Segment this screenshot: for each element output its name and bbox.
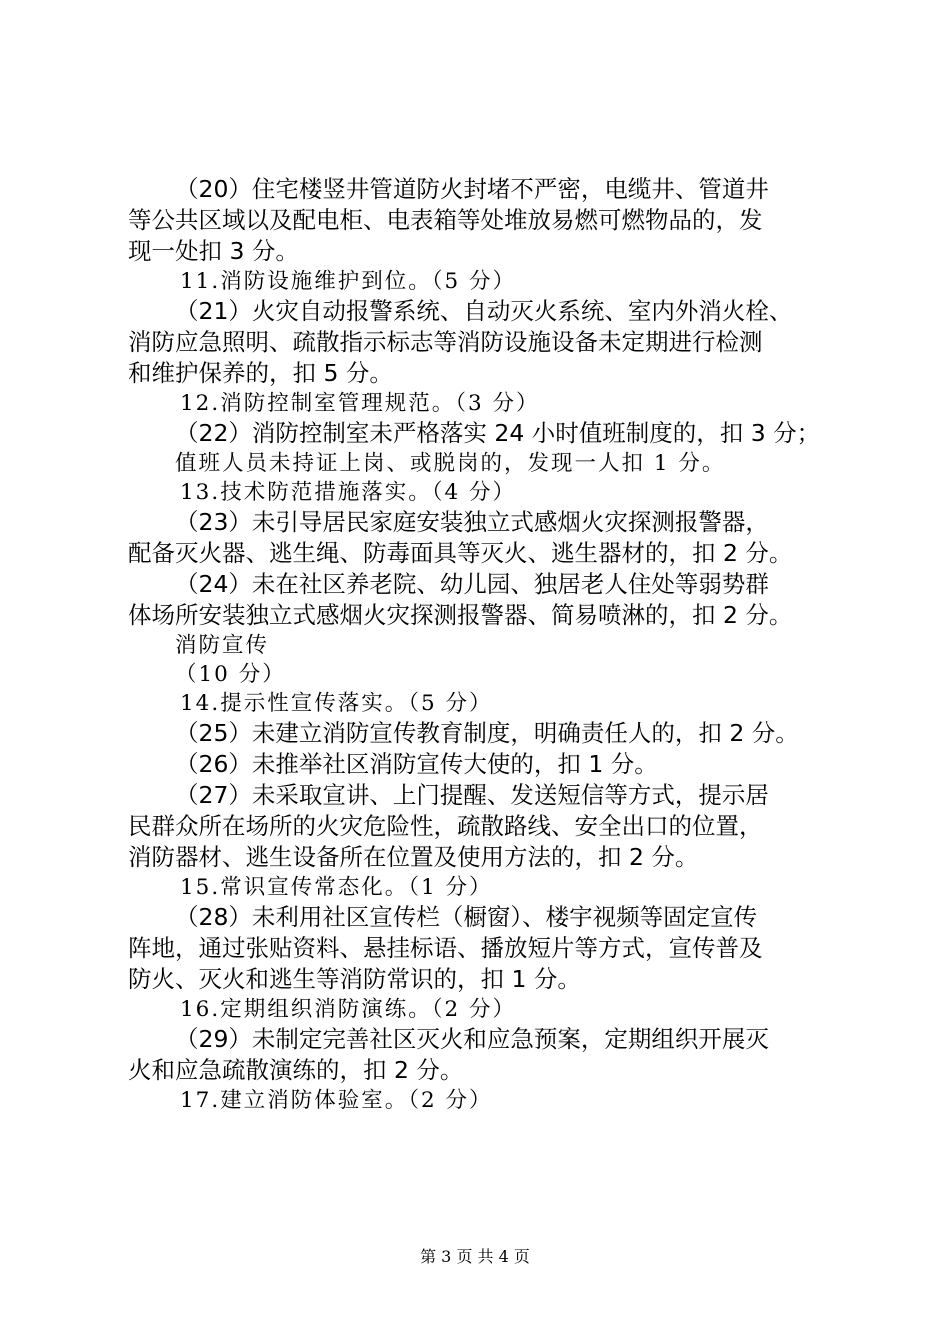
text-line: （28）未利用社区宣传栏（橱窗）、楼宇视频等固定宣传	[175, 903, 758, 931]
text-line: 值班人员未持证上岗、或脱岗的，发现一人扣 1 分。	[175, 451, 726, 476]
text-line: （24）未在社区养老院、幼儿园、独居老人住处等弱势群	[175, 570, 769, 598]
text-line: （10 分）	[175, 662, 286, 687]
text-line: 和维护保养的，扣 5 分。	[128, 359, 393, 387]
document-body	[128, 174, 848, 1115]
text-line: 消防器材、逃生设备所在位置及使用方法的，扣 2 分。	[128, 843, 699, 871]
text-line: 配备灭火器、逃生绳、防毒面具等灭火、逃生器材的，扣 2 分。	[128, 539, 793, 567]
text-line: 12.消防控制室管理规范。（3 分）	[180, 391, 540, 416]
text-line: （21）火灾自动报警系统、自动灭火系统、室内外消火栓、	[175, 297, 793, 325]
text-line: 防火、灭火和逃生等消防常识的，扣 1 分。	[128, 965, 581, 993]
text-line: 民群众所在场所的火灾危险性，疏散路线、安全出口的位置，	[128, 812, 763, 840]
text-line: 火和应急疏散演练的，扣 2 分。	[128, 1056, 464, 1084]
text-line: （23）未引导居民家庭安装独立式感烟火灾探测报警器，	[175, 508, 769, 536]
page-footer	[0, 1244, 950, 1267]
page-number: 第 3 页 共 4 页	[420, 1247, 530, 1266]
text-line: （22）消防控制室未严格落实 24 小时值班制度的，扣 3 分；	[175, 419, 821, 447]
text-line: 15.常识宣传常态化。（1 分）	[180, 875, 493, 900]
text-line: 体场所安装独立式感烟火灾探测报警器、简易喷淋的，扣 2 分。	[128, 601, 793, 629]
text-line: （26）未推举社区消防宣传大使的，扣 1 分。	[175, 750, 658, 778]
text-line: 阵地，通过张贴资料、悬挂标语、播放短片等方式，宣传普及	[128, 934, 763, 962]
text-line: 现一处扣 3 分。	[128, 237, 299, 265]
text-line: 16.定期组织消防演练。（2 分）	[180, 997, 516, 1022]
text-line: 17.建立消防体验室。（2 分）	[180, 1088, 493, 1113]
text-line: （20）住宅楼竖井管道防火封堵不严密，电缆井、管道井	[175, 175, 769, 203]
text-line: （25）未建立消防宣传教育制度，明确责任人的，扣 2 分。	[175, 719, 799, 747]
text-line: 等公共区域以及配电柜、电表箱等处堆放易燃可燃物品的，发	[128, 206, 763, 234]
text-line: 13.技术防范措施落实。（4 分）	[180, 480, 516, 505]
text-line: （27）未采取宣讲、上门提醒、发送短信等方式，提示居	[175, 781, 769, 809]
text-line: 11.消防设施维护到位。（5 分）	[180, 269, 516, 294]
text-line: （29）未制定完善社区灭火和应急预案，定期组织开展灭	[175, 1025, 769, 1053]
text-line: 消防应急照明、疏散指示标志等消防设施设备未定期进行检测	[128, 328, 763, 356]
text-line: 14.提示性宣传落实。（5 分）	[180, 691, 493, 716]
text-line: 消防宣传	[175, 633, 270, 658]
